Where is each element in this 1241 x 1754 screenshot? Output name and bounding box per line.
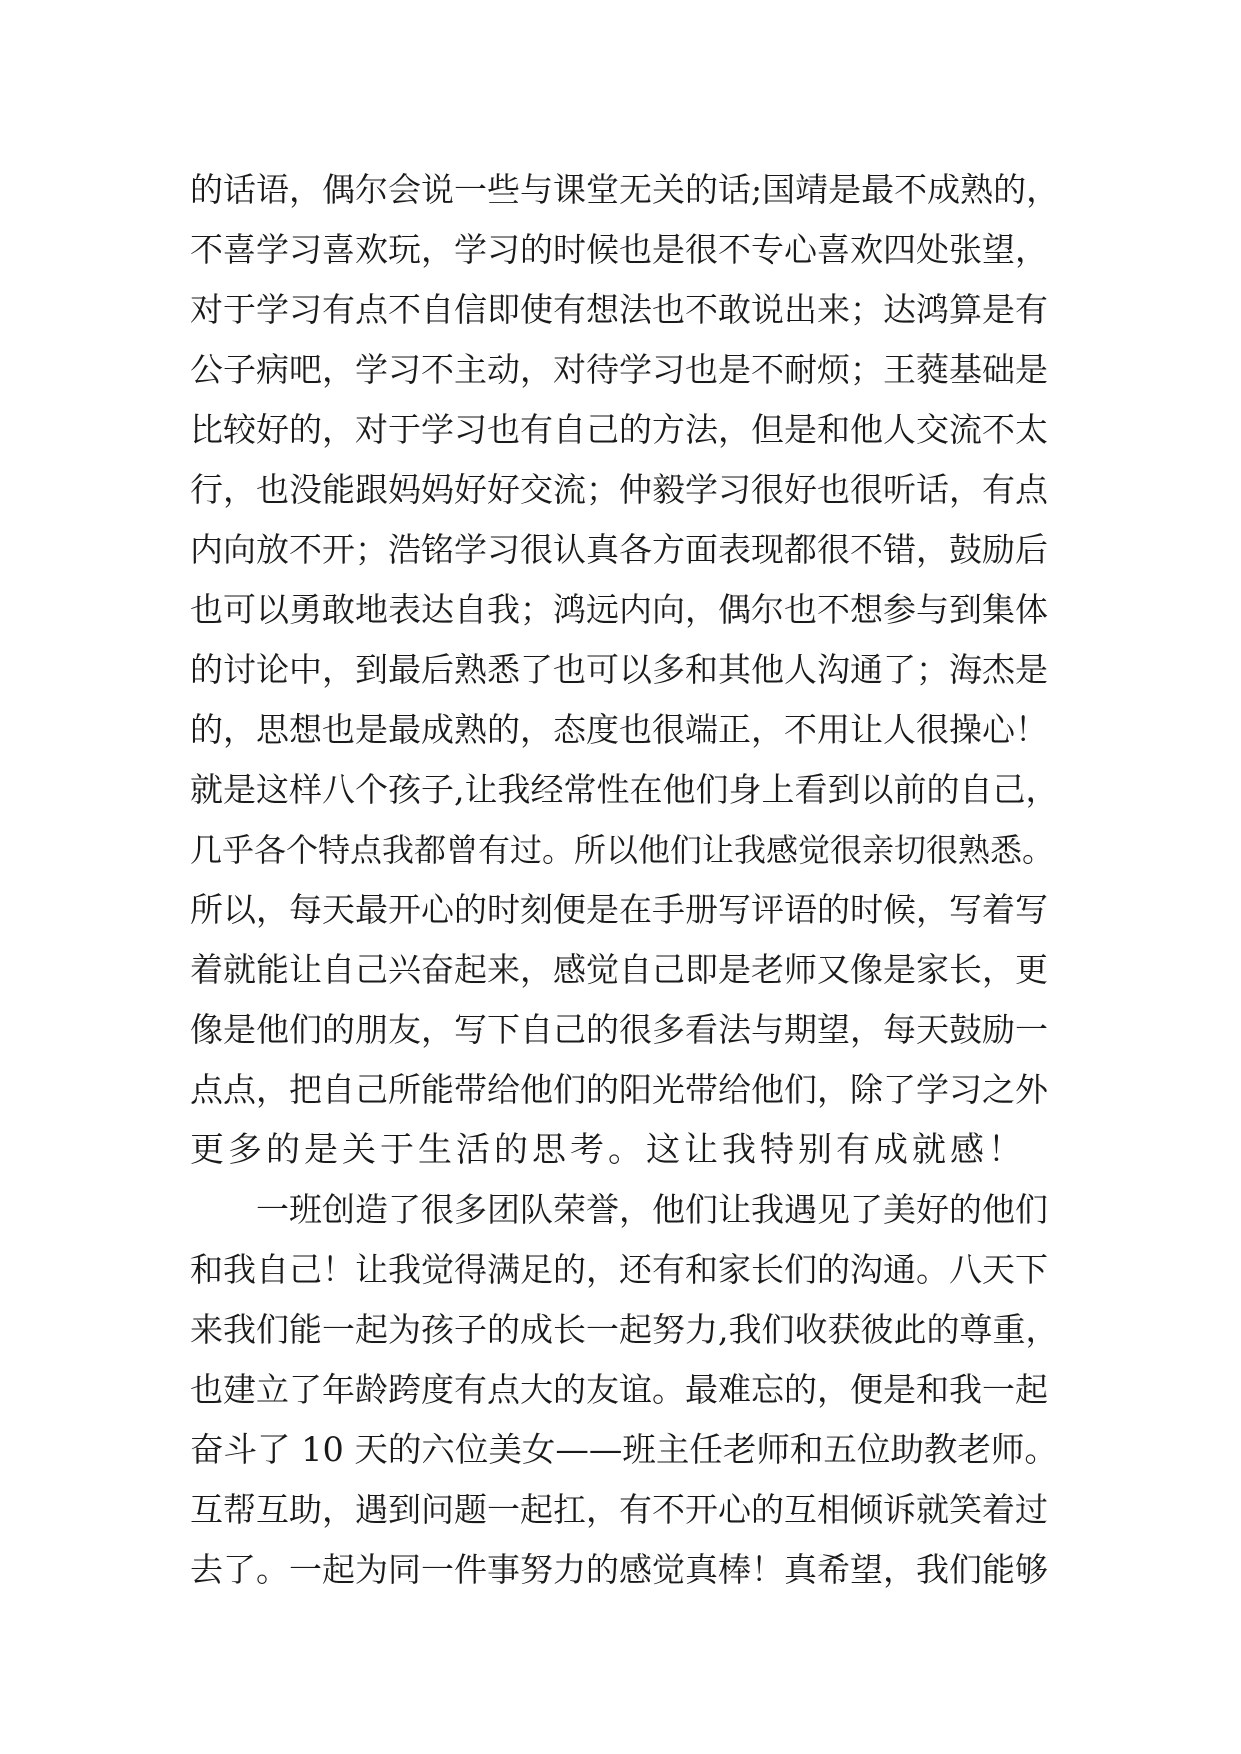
text-line: 奋斗了 10 天的六位美女——班主任老师和五位助教老师。 (190, 1430, 1058, 1469)
text-line: 互帮互助，遇到问题一起扛，有不开心的互相倾诉就笑着过 (190, 1490, 1048, 1529)
text-line: 对于学习有点不自信即使有想法也不敢说出来；达鸿算是有 (190, 290, 1048, 329)
text-line: 内向放不开；浩铭学习很认真各方面表现都很不错，鼓励后 (190, 530, 1048, 569)
text-line: 点点，把自己所能带给他们的阳光带给他们，除了学习之外 (190, 1070, 1048, 1109)
text-line: 的，思想也是最成熟的，态度也很端正，不用让人很操心！ (190, 710, 1048, 749)
text-line: 公子病吧，学习不主动，对待学习也是不耐烦；王蕤基础是 (190, 350, 1048, 389)
text-line: 就是这样八个孩子,让我经常性在他们身上看到以前的自己， (190, 770, 1059, 809)
text-line: 着就能让自己兴奋起来，感觉自己即是老师又像是家长，更 (190, 950, 1048, 989)
text-line: 的话语，偶尔会说一些与课堂无关的话;国靖是最不成熟的， (190, 170, 1060, 209)
text-line: 去了。一起为同一件事努力的感觉真棒！真希望，我们能够 (190, 1550, 1048, 1589)
paragraph-start-line: 一班创造了很多团队荣誉，他们让我遇见了美好的他们 (190, 1190, 1048, 1229)
text-line: 更多的是关于生活的思考。这让我特别有成就感！ (190, 1130, 1026, 1170)
text-line: 几乎各个特点我都曾有过。所以他们让我感觉很亲切很熟悉。 (190, 831, 1055, 869)
text-line: 像是他们的朋友，写下自己的很多看法与期望，每天鼓励一 (190, 1010, 1048, 1049)
text-line: 比较好的，对于学习也有自己的方法，但是和他人交流不太 (190, 410, 1048, 449)
text-line: 不喜学习喜欢玩，学习的时候也是很不专心喜欢四处张望， (190, 230, 1048, 269)
text-line: 也建立了年龄跨度有点大的友谊。最难忘的，便是和我一起 (190, 1370, 1048, 1409)
text-line: 来我们能一起为孩子的成长一起努力,我们收获彼此的尊重， (190, 1310, 1059, 1349)
text-line: 所以，每天最开心的时刻便是在手册写评语的时候，写着写 (190, 890, 1048, 929)
text-line: 的讨论中，到最后熟悉了也可以多和其他人沟通了；海杰是 (190, 650, 1048, 689)
text-line: 行，也没能跟妈妈好好交流；仲毅学习很好也很听话，有点 (190, 470, 1048, 509)
text-line: 也可以勇敢地表达自我；鸿远内向，偶尔也不想参与到集体 (190, 590, 1048, 629)
text-line: 和我自己！让我觉得满足的，还有和家长们的沟通。八天下 (190, 1250, 1048, 1289)
body-text (190, 160, 1060, 1600)
